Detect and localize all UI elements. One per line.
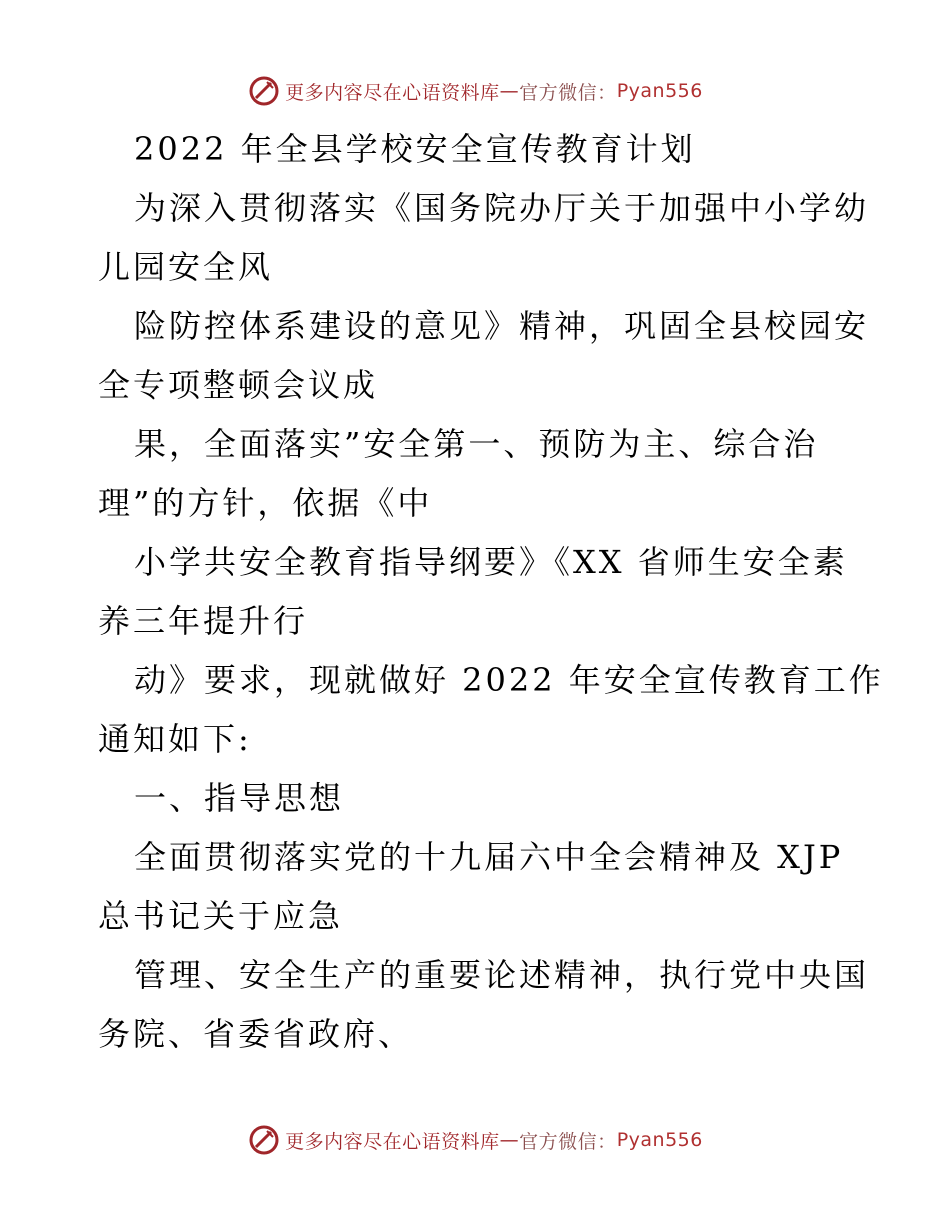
document-body — [98, 120, 884, 1064]
logo-icon — [247, 74, 281, 108]
watermark-text: 更多内容尽在心语资料库 — [285, 81, 500, 104]
logo-icon — [247, 1123, 281, 1157]
wechat-id: Pyan556 — [616, 80, 703, 102]
watermark-text: 更多内容尽在心语资料库 — [285, 1130, 500, 1153]
text-line: 全专项整顿会议成 — [98, 366, 379, 404]
text-line: 果，全面落实”安全第一、预防为主、综合治 — [134, 425, 819, 463]
wechat-label: 官方微信： — [519, 1130, 617, 1153]
text-line: 通知如下: — [98, 720, 252, 758]
text-line: 动》要求，现就做好 2022 年安全宣传教育工作 — [134, 661, 884, 699]
text-line: 为深入贯彻落实《国务院办厅关于加强中小学幼 — [134, 189, 870, 227]
text-line: 养三年提升行 — [98, 602, 309, 640]
wechat-id: Pyan556 — [616, 1129, 703, 1151]
text-line: 小学共安全教育指导纲要》《XX 省师生安全素 — [134, 543, 848, 581]
text-line: 儿园安全风 — [98, 248, 274, 286]
footer-watermark — [0, 1120, 950, 1160]
watermark-separator: — — [499, 80, 520, 102]
header-watermark — [0, 71, 950, 111]
wechat-label: 官方微信： — [519, 81, 617, 104]
text-line: 2022 年全县学校安全宣传教育计划 — [134, 130, 696, 168]
text-line: 总书记关于应急 — [98, 897, 344, 935]
watermark-separator: — — [499, 1129, 520, 1151]
text-line: 理”的方针，依据《中 — [98, 484, 433, 522]
text-line: 管理、安全生产的重要论述精神，执行党中央国 — [134, 956, 870, 994]
text-line: 全面贯彻落实党的十九届六中全会精神及 XJP — [134, 838, 844, 876]
text-line: 一、指导思想 — [134, 779, 345, 817]
text-line: 务院、省委省政府、 — [98, 1015, 414, 1053]
text-line: 险防控体系建设的意见》精神，巩固全县校园安 — [134, 307, 870, 345]
